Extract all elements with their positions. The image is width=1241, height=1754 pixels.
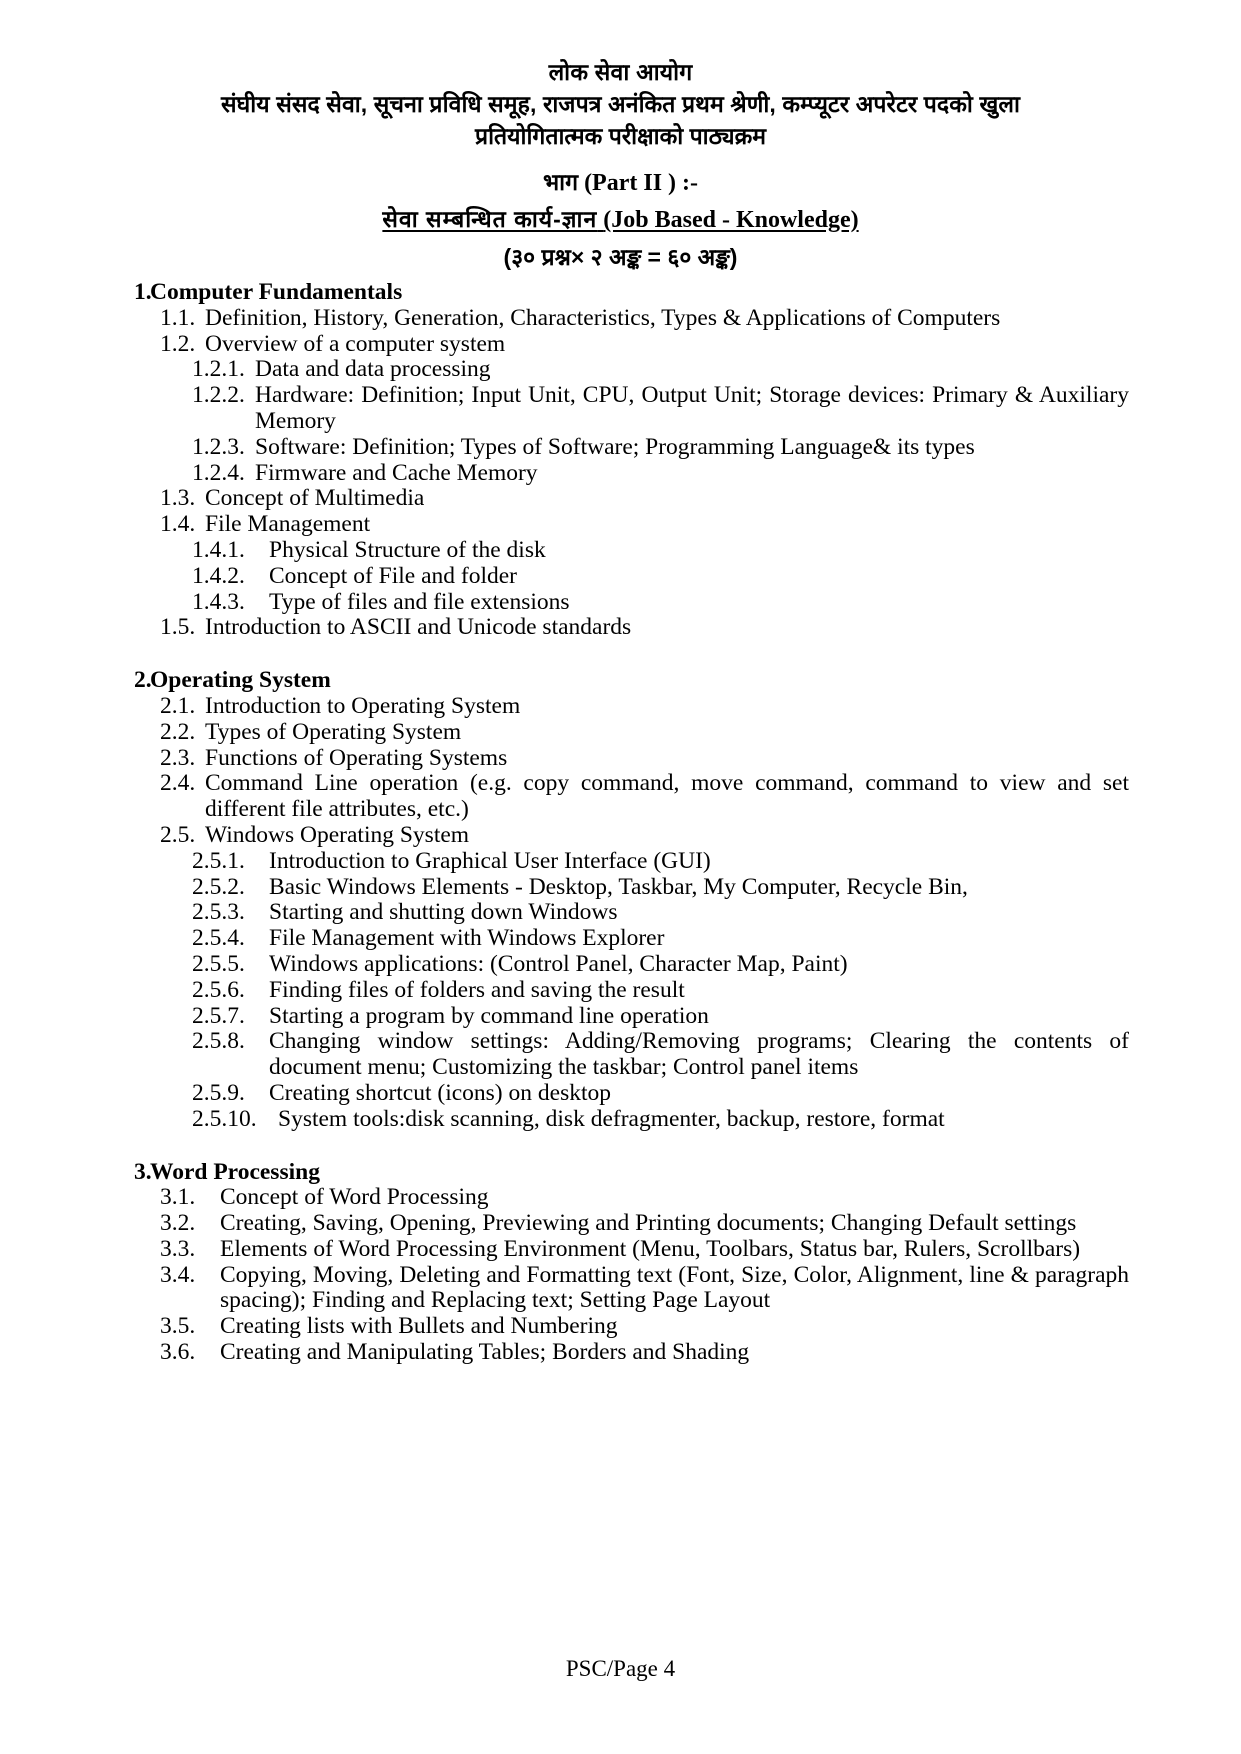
item-text: Creating shortcut (icons) on desktop [269, 1079, 611, 1106]
item-text: Concept of File and folder [269, 562, 517, 589]
list-item [112, 306, 1129, 332]
item-number: 3.6. [160, 1339, 196, 1366]
item-text: File Management [205, 511, 371, 538]
item-text: Hardware: Definition; Input Unit, CPU, Output Unit; Storage devices: Primary & Auxiliary Memory [255, 382, 1129, 434]
item-number: 2.5.8. [192, 1028, 245, 1055]
item-text: Changing window settings: Adding/Removing programs; Clearing the contents of document menu; Customizing the taskbar; Control panel items [269, 1028, 1129, 1081]
item-number: 2.5.4. [192, 925, 245, 952]
item-number: 2.5.7. [192, 1002, 245, 1029]
item-text: Overview of a computer system [205, 330, 506, 357]
item-number: 2.5.3. [192, 899, 245, 926]
item-number: 2.5. [160, 821, 196, 848]
item-number: 1.2.3. [192, 433, 245, 460]
item-text: Introduction to Operating System [205, 692, 521, 719]
exam-service-line: संघीय संसद सेवा, सूचना प्रविधि समूह, राजपत्र अनंकित प्रथम श्रेणी, कम्प्यूटर अपरेटर पदको खुला [220, 91, 1021, 117]
job-knowledge-heading [112, 202, 1129, 237]
item-text: Windows Operating System [205, 821, 470, 848]
list-item [112, 538, 1129, 564]
item-text: Creating and Manipulating Tables; Borders and Shading [220, 1339, 750, 1366]
list-item [112, 978, 1129, 1004]
item-text: Command Line operation (e.g. copy command, move command, command to view and set different file attributes, etc.) [205, 770, 1129, 823]
item-text: Firmware and Cache Memory [255, 459, 538, 486]
item-text: Concept of Multimedia [205, 485, 425, 512]
list-item [112, 615, 1129, 641]
item-number: 1.5. [160, 614, 196, 641]
item-number: 2.1. [160, 692, 196, 719]
list-item [112, 1081, 1129, 1107]
list-item [112, 564, 1129, 590]
syllabus-outline [112, 280, 1129, 1366]
section-number: 1. [134, 279, 152, 305]
item-number: 1.4.3. [192, 588, 245, 615]
item-text: Software: Definition; Types of Software; Programming Language& its types [255, 433, 975, 460]
list-item [112, 1211, 1129, 1237]
part-heading [112, 166, 1129, 200]
item-text: File Management with Windows Explorer [269, 925, 665, 952]
item-number: 3.5. [160, 1313, 196, 1340]
item-text: Functions of Operating Systems [205, 744, 508, 771]
list-item [112, 746, 1129, 772]
list-item [112, 1237, 1129, 1263]
list-item [112, 1263, 1129, 1315]
list-item [112, 486, 1129, 512]
item-text: Introduction to ASCII and Unicode standards [205, 614, 632, 641]
item-number: 1.4. [160, 511, 196, 538]
list-item [112, 926, 1129, 952]
item-text: Elements of Word Processing Environment (Menu, Toolbars, Status bar, Rulers, Scrollbars) [220, 1235, 1081, 1262]
list-item [112, 1185, 1129, 1211]
item-number: 1.1. [160, 304, 196, 331]
list-item [112, 357, 1129, 383]
item-text: Basic Windows Elements - Desktop, Taskbar, My Computer, Recycle Bin, [269, 873, 968, 900]
list-item [112, 1314, 1129, 1340]
section-heading [112, 280, 1129, 306]
item-number: 2.4. [160, 770, 196, 797]
item-number: 1.2. [160, 330, 196, 357]
item-text: Finding files of folders and saving the result [269, 976, 685, 1003]
item-text: Copying, Moving, Deleting and Formatting text (Font, Size, Color, Alignment, line & paragraph spacing); Finding and Replacing text; Setting Page Layout [220, 1261, 1129, 1314]
item-number: 1.2.2. [192, 382, 245, 409]
item-number: 2.5.6. [192, 976, 245, 1003]
section-spacer [112, 641, 1129, 668]
item-number: 1.4.1. [192, 536, 245, 563]
item-number: 1.4.2. [192, 562, 245, 589]
list-item [112, 849, 1129, 875]
section-number: 3. [134, 1158, 152, 1185]
item-number: 2.5.5. [192, 950, 245, 977]
item-text: Windows applications: (Control Panel, Character Map, Paint) [269, 950, 848, 977]
item-number: 3.2. [160, 1210, 196, 1237]
document-header [112, 56, 1129, 274]
list-item [112, 694, 1129, 720]
section-heading [112, 1160, 1129, 1186]
section-title: Word Processing [150, 1158, 320, 1185]
item-number: 1.2.1. [192, 356, 245, 383]
section-title: Operating System [150, 667, 331, 694]
item-text: Type of files and file extensions [269, 588, 570, 615]
page-footer: PSC/Page 4 [565, 1656, 676, 1681]
item-text: Types of Operating System [205, 718, 462, 745]
job-knowledge-en: (Job Based - Knowledge) [603, 207, 859, 233]
item-number: 1.3. [160, 485, 196, 512]
list-item [112, 435, 1129, 461]
list-item [112, 590, 1129, 616]
marks-distribution: (३० प्रश्न× २ अङ्क = ६० अङ्क) [503, 244, 738, 270]
list-item [112, 461, 1129, 487]
section-title: Computer Fundamentals [150, 279, 403, 305]
item-number: 2.5.2. [192, 873, 245, 900]
item-number: 2.5.9. [192, 1079, 245, 1106]
section-heading [112, 668, 1129, 694]
item-text: Physical Structure of the disk [269, 536, 546, 563]
item-number: 3.1. [160, 1184, 196, 1211]
item-number: 2.2. [160, 718, 196, 745]
item-text: System tools:disk scanning, disk defragmenter, backup, restore, format [278, 1105, 945, 1132]
list-item [112, 823, 1129, 849]
item-text: Concept of Word Processing [220, 1184, 489, 1211]
job-knowledge-np: सेवा सम्बन्धित कार्य-ज्ञान [382, 206, 598, 232]
item-number: 2.3. [160, 744, 196, 771]
list-item [112, 1340, 1129, 1366]
part-label-en: (Part II ) :- [584, 170, 699, 196]
list-item [112, 1004, 1129, 1030]
item-text: Data and data processing [255, 356, 491, 383]
item-number: 2.5.10. [192, 1105, 257, 1132]
list-item [112, 900, 1129, 926]
item-number: 2.5.1. [192, 847, 245, 874]
list-item [112, 952, 1129, 978]
part-label-np: भाग [542, 169, 579, 195]
item-text: Creating lists with Bullets and Numbering [220, 1313, 618, 1340]
item-number: 1.2.4. [192, 459, 245, 486]
exam-syllabus-line: प्रतियोगितात्मक परीक्षाको पाठ्यक्रम [475, 123, 766, 149]
item-text: Starting a program by command line operation [269, 1002, 709, 1029]
section-spacer [112, 1133, 1129, 1160]
list-item [112, 332, 1129, 358]
section-number: 2. [134, 667, 152, 694]
item-text: Definition, History, Generation, Characteristics, Types & Applications of Computers [205, 304, 1001, 331]
item-text: Introduction to Graphical User Interface (GUI) [269, 847, 711, 874]
item-number: 3.4. [160, 1261, 196, 1288]
item-text: Creating, Saving, Opening, Previewing and Printing documents; Changing Default settings [220, 1210, 1077, 1237]
list-item [112, 720, 1129, 746]
list-item [112, 512, 1129, 538]
item-number: 3.3. [160, 1235, 196, 1262]
agency-title: लोक सेवा आयोग [548, 59, 693, 85]
list-item [112, 875, 1129, 901]
list-item [112, 383, 1129, 435]
item-text: Starting and shutting down Windows [269, 899, 618, 926]
list-item [112, 1029, 1129, 1081]
list-item [112, 771, 1129, 823]
list-item [112, 1107, 1129, 1133]
